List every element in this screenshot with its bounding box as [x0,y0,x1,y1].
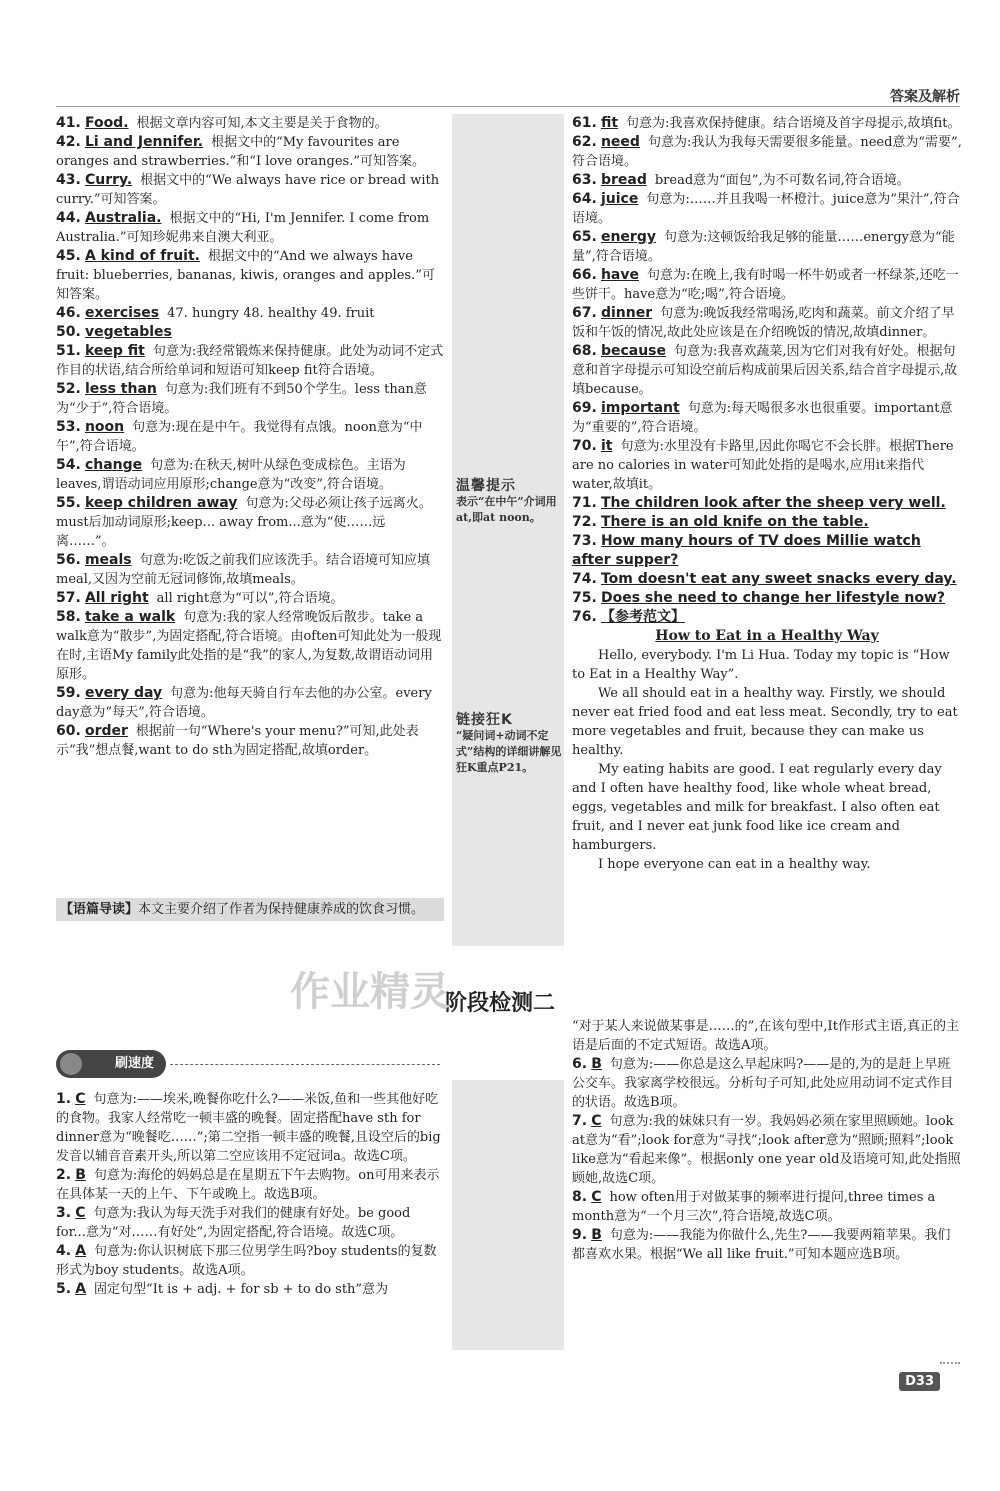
item-number: 67. [572,305,597,321]
item-answer: There is an old knife on the table. [600,514,869,530]
item-explanation: 句意为:我认为每天洗手对我们的健康有好处。be good for...意为“对……有好处”,为固定搭配,符合语境。故选C项。 [56,1206,411,1240]
item-number: 43. [56,172,81,188]
item-explanation: 根据文中的“My favourites are oranges and strawberries.”和“I love oranges.”可知答案。 [56,135,425,169]
item-number: 1. [56,1091,72,1107]
item-number: 45. [56,248,81,264]
item-answer: energy [600,229,656,245]
item-number: 58. [56,609,81,625]
item-explanation: 根据文中的“We always have rice or bread with curry.”可知答案。 [56,173,440,207]
item-number: 6. [572,1056,588,1072]
item-number: 61. [572,115,597,131]
item-explanation: 47. hungry 48. healthy 49. fruit [167,306,375,321]
answer-item [56,1166,444,1204]
answer-item [56,342,444,380]
answer-item [572,608,962,627]
item-number: 71. [572,495,597,511]
left-answer-column [56,114,444,760]
guide-text: 本文主要介绍了作者为保持健康养成的饮食习惯。 [138,902,425,917]
margin-panel-bottom [452,1080,564,1350]
answer-item [572,114,962,133]
item-answer: every day [84,685,163,701]
item-explanation: 根据文章内容可知,本文主要是关于食物的。 [136,116,388,131]
item-number: 70. [572,438,597,454]
item-number: 9. [572,1227,588,1243]
answer-item [572,133,962,171]
answer-item [56,304,444,323]
item-explanation: 句意为:在秋天,树叶从绿色变成棕色。主语为leaves,谓语动词应用原形;change意为“改变”,符合语境。 [56,458,406,492]
answer-item [572,1112,962,1188]
essay-title: How to Eat in a Healthy Way [655,628,879,644]
item-answer: meals [84,552,132,568]
margin-panel-top [452,114,564,946]
sample-essay [572,627,962,874]
item-answer: change [84,457,143,473]
item-number: 72. [572,514,597,530]
item-answer: Curry. [84,172,133,188]
item-answer: juice [600,191,639,207]
answer-item [572,513,962,532]
item-number: 66. [572,267,597,283]
item-answer: vegetables [84,324,172,340]
item-explanation: 句意为:我喜欢蔬菜,因为它们对我有好处。根据句意和首字母提示可知设空前后构成前果后因关系,结合首字母提示,故填because。 [572,344,958,397]
item-answer: need [600,134,640,150]
item-explanation: 句意为:我经常锻炼来保持健康。此处为动词不定式作目的状语,结合所给单词和短语可知keep fit符合语境。 [56,344,444,378]
answer-item [56,247,444,304]
item-explanation: 根据前一句“Where's your menu?”可知,此处表示“我”想点餐,want to do sth为固定搭配,故填order。 [56,724,419,758]
page-number: D33 [899,1372,940,1391]
item-answer: it [600,438,613,454]
item-answer: Australia. [84,210,162,226]
speed-badge [56,1050,166,1078]
item-answer: A kind of fruit. [84,248,200,264]
item-answer: 【参考范文】 [600,609,685,625]
item-answer: B [75,1167,86,1183]
item-answer: The children look after the sheep very well. [600,495,946,511]
item-explanation: 句意为:你认识树底下那三位男学生吗?boy students的复数形式为boy students。故选A项。 [56,1244,437,1278]
answer-item [56,209,444,247]
item-answer: noon [84,419,125,435]
tip-text-2: “疑问词+动词不定式”结构的详细讲解见狂K重点P21。 [456,729,562,774]
answer-item [56,456,444,494]
answer-item [56,589,444,608]
watermark: 作业精灵 [290,969,450,1015]
item-explanation: 句意为:海伦的妈妈总是在星期五下午去购物。on可用来表示在具体某一天的上午、下午或晚上。故选B项。 [56,1168,440,1202]
reading-guide [56,898,444,921]
answer-item [572,190,962,228]
item-answer: take a walk [84,609,176,625]
answer-item [572,266,962,304]
page-header: 答案及解析 [890,89,960,105]
item-number: 41. [56,115,81,131]
item-answer: A [75,1281,87,1297]
answer-item [56,323,444,342]
item-number: 60. [56,723,81,739]
essay-paragraph: We all should eat in a healthy way. Firstly, we should never eat fried food and eat less meat. Secondly, try to eat more vegetables and fruit, because they can make us healthy. [572,686,958,758]
answer-item [56,1242,444,1280]
item-explanation: 句意为:这顿饭给我足够的能量……energy意为“能量”,符合语境。 [572,230,955,264]
pen-icon [60,1053,82,1075]
essay-paragraph: My eating habits are good. I eat regularly every day and I often have healthy food, like whole wheat bread, eggs, vegetables and milk for breakfast. I also often eat fruit, and I never eat junk food like ice cream and hamburgers. [572,762,942,853]
item-explanation: 句意为:我们班有不到50个学生。less than意为“少于”,符合语境。 [56,382,427,416]
item-answer: B [591,1227,602,1243]
item-number: 42. [56,134,81,150]
item-number: 56. [56,552,81,568]
item-answer: order [84,723,128,739]
essay-paragraph: Hello, everybody. I'm Li Hua. Today my topic is “How to Eat in a Healthy Way”. [572,648,950,682]
answer-item [572,342,962,399]
answer-item [572,228,962,266]
answer-item [56,608,444,684]
item-number: 59. [56,685,81,701]
item-explanation: all right意为“可以”,符合语境。 [156,591,344,606]
item-answer: B [591,1056,602,1072]
item-number: 55. [56,495,81,511]
header-divider [56,106,960,107]
item-answer: less than [84,381,157,397]
answer-item [56,418,444,456]
item-explanation: 句意为:现在是中午。我觉得有点饿。noon意为“中午”,符合语境。 [56,420,423,454]
answer-item [56,380,444,418]
item-answer: have [600,267,639,283]
item-number: 68. [572,343,597,359]
item-answer: C [75,1091,86,1107]
essay-paragraph: I hope everyone can eat in a healthy way. [598,857,871,872]
answer-item [56,133,444,171]
item-explanation: 句意为:——埃米,晚餐你吃什么?——米饭,鱼和一些其他好吃的食物。我家人经常吃一顿丰盛的晚餐。固定搭配have sth for dinner意为“晚餐吃……”;第二空指一顿丰盛的晚餐,且设空后的big发音以辅音音素开头,所以第二空应该用不定冠词a。故选C项。 [56,1092,441,1164]
item-number: 46. [56,305,81,321]
item-number: 75. [572,590,597,606]
test2-left-column [56,1090,444,1299]
item-answer: Food. [84,115,129,131]
item-answer: How many hours of TV does Millie watch after supper? [572,533,921,568]
tip-box-2 [456,712,562,776]
item-answer: All right [84,590,149,606]
item-explanation: 句意为:吃饭之前我们应该洗手。结合语境可知应填meal,又因为空前无冠词修饰,故填meals。 [56,553,431,587]
item-number: 62. [572,134,597,150]
item-explanation: 根据文中的“And we always have fruit: blueberries, bananas, kiwis, oranges and apples.”可知答案。 [56,249,435,302]
item-explanation: 句意为:父母必须让孩子远离火。must后加动词原形;keep... away from...意为“使……远离……”。 [56,496,432,549]
answer-item [572,304,962,342]
answer-item [56,494,444,551]
item-number: 4. [56,1243,72,1259]
item-answer: Li and Jennifer. [84,134,204,150]
item-explanation: 句意为:……并且我喝一杯橙汁。juice意为“果汁”,符合语境。 [572,192,960,226]
answer-item [56,684,444,722]
tip-text-1: 表示“在中午”介词用at,即at noon。 [456,495,557,524]
item-explanation: 句意为:我认为我每天需要很多能量。need意为“需要”,符合语境。 [572,135,962,169]
answer-item [572,570,962,589]
answer-item [56,1280,444,1299]
item-answer: C [591,1189,602,1205]
test2-intro-text: “对于某人来说做某事是……的”,在该句型中,It作形式主语,真正的主语是后面的不定式短语。故选A项。 [572,1019,960,1053]
answer-item [56,171,444,209]
item-answer: dinner [600,305,653,321]
item-explanation: 句意为:在晚上,我有时喝一杯牛奶或者一杯绿茶,还吃一些饼干。have意为“吃;喝”,符合语境。 [572,268,959,302]
answer-item [56,551,444,589]
item-number: 69. [572,400,597,416]
item-number: 8. [572,1189,588,1205]
answer-item [572,494,962,513]
item-number: 64. [572,191,597,207]
answer-item [572,532,962,570]
item-number: 74. [572,571,597,587]
item-number: 53. [56,419,81,435]
answer-item [572,1188,962,1226]
item-explanation: 句意为:他每天骑自行车去他的办公室。every day意为“每天”,符合语境。 [56,686,432,720]
item-number: 3. [56,1205,72,1221]
answer-item [56,1090,444,1166]
item-number: 51. [56,343,81,359]
item-answer: Tom doesn't eat any sweet snacks every day. [600,571,957,587]
answer-item [572,589,962,608]
item-explanation: 固定句型“It is + adj. + for sb + to do sth”意为 [94,1282,389,1297]
answer-item [572,1226,962,1264]
tip-title-2: 链接狂K [456,712,513,728]
page-dots [940,1362,960,1374]
item-explanation: 句意为:——你总是这么早起床吗?——是的,为的是赶上早班公交车。我家离学校很远。分析句子可知,此处应用动词不定式作目的状语。故选B项。 [572,1057,954,1110]
item-explanation: 句意为:——我能为你做什么,先生?——我要两箱苹果。我们都喜欢水果。根据“We all like fruit.”可知本题应选B项。 [572,1228,951,1262]
item-number: 50. [56,324,81,340]
answer-item [56,114,444,133]
item-answer: exercises [84,305,160,321]
item-explanation: 句意为:我喜欢保持健康。结合语境及首字母提示,故填fit。 [626,116,961,131]
item-number: 76. [572,609,597,625]
item-number: 63. [572,172,597,188]
item-explanation: how often用于对做某事的频率进行提问,three times a month意为“一个月三次”,符合语境,故选C项。 [572,1190,936,1224]
answer-item [572,171,962,190]
speed-divider [170,1064,440,1065]
item-explanation: bread意为“面包”,为不可数名词,符合语境。 [654,173,910,188]
test2-right-column [572,1017,962,1264]
item-answer: keep children away [84,495,238,511]
item-explanation: 根据文中的“Hi, I'm Jennifer. I come from Australia.”可知珍妮弗来自澳大利亚。 [56,211,430,245]
item-number: 44. [56,210,81,226]
item-explanation: 句意为:晚饭我经常喝汤,吃肉和蔬菜。前文介绍了早饭和午饭的情况,故此处应该是在介绍晚饭的情况,故填dinner。 [572,306,955,340]
answer-item [56,722,444,760]
guide-label: 【语篇导读】 [60,902,139,917]
item-answer: because [600,343,667,359]
item-answer: important [600,400,680,416]
item-number: 7. [572,1113,588,1129]
item-explanation: 句意为:每天喝很多水也很重要。important意为“重要的”,符合语境。 [572,401,953,435]
answer-item [572,437,962,494]
item-answer: Does she need to change her lifestyle now? [600,590,946,606]
item-answer: fit [600,115,619,131]
item-answer: bread [600,172,647,188]
right-answer-column [572,114,962,874]
item-answer: A [75,1243,87,1259]
answer-item [572,399,962,437]
section-title: 阶段检测二 [444,991,555,1016]
answer-item [572,1055,962,1112]
item-answer: C [591,1113,602,1129]
item-number: 57. [56,590,81,606]
speed-label: 刷速度 [114,1056,154,1071]
item-number: 5. [56,1281,72,1297]
item-number: 54. [56,457,81,473]
tip-title-1: 温馨提示 [456,478,516,494]
item-explanation: 句意为:我的妹妹只有一岁。我妈妈必须在家里照顾她。look at意为“看”;look for意为“寻找”;look after意为“照顾;照料”;look like意为“看起来像”。根据only one year old及语境可知,此处指照顾她,故选C项。 [572,1114,961,1186]
item-answer: keep fit [84,343,145,359]
item-number: 2. [56,1167,72,1183]
item-number: 65. [572,229,597,245]
item-explanation: 句意为:水里没有卡路里,因此你喝它不会长胖。根据There are no calories in water可知此处指的是喝水,应用it来指代water,故填it。 [572,439,954,492]
item-number: 73. [572,533,597,549]
tip-box-1 [456,478,562,526]
item-answer: C [75,1205,86,1221]
item-explanation: 句意为:我的家人经常晚饭后散步。take a walk意为“散步”,为固定搭配,符合语境。由often可知此处为一般现在时,主语My family此处指的是“我”的家人,为复数,故谓语动词用原形。 [56,610,442,682]
item-number: 52. [56,381,81,397]
answer-item [56,1204,444,1242]
